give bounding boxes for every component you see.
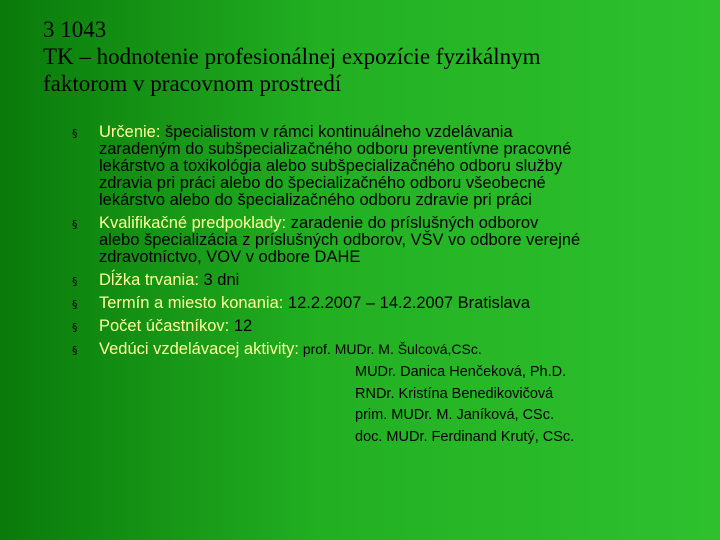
item-value: 3 dni — [198, 271, 240, 289]
item-value-line: zaradenie do príslušných odborov — [286, 214, 539, 232]
bullet-list — [72, 124, 712, 364]
item-label: Kvalifikačné predpoklady: — [99, 214, 287, 232]
bullet-mark-icon: § — [72, 127, 78, 140]
item-value: prof. MUDr. M. Šulcová,CSc. — [298, 341, 482, 357]
item-value-line: lekárstvo alebo do špecializačného odboru zdravie pri práci — [99, 191, 532, 209]
lecturer-name: RNDr. Kristína Benedikovičová — [355, 385, 554, 402]
item-label: Termín a miesto konania: — [99, 294, 284, 312]
item-value-line: zdravia pri práci alebo do špecializačného odboru všeobecné — [99, 174, 546, 192]
bullet-mark-icon: § — [72, 218, 78, 231]
bullet-mark-icon: § — [72, 275, 78, 288]
item-value: 12.2.2007 – 14.2.2007 Bratislava — [283, 294, 531, 312]
bullet-item-dlzka — [72, 272, 712, 289]
lecturer-name: MUDr. Danica Henčeková, Ph.D. — [355, 364, 567, 380]
bullet-item-kvalifikacne — [72, 215, 712, 266]
item-value-line: zdravotníctvo, VOV v odbore DAHE — [99, 248, 361, 266]
item-label: Vedúci vzdelávacej aktivity: — [99, 340, 299, 358]
bullet-mark-icon: § — [72, 298, 78, 311]
item-value-line: zaradeným do subšpecializačného odboru preventívne pracovné — [99, 140, 572, 158]
item-label: Dĺžka trvania: — [99, 271, 199, 289]
item-value-line: lekárstvo a toxikológia alebo subšpecializačného odboru služby — [99, 157, 563, 175]
bullet-mark-icon: § — [72, 344, 78, 357]
bullet-item-urcenie — [72, 124, 712, 209]
lecturer-list — [355, 362, 574, 448]
item-value-line: alebo špecializácia z príslušných odborov, VŠV vo odbore verejné — [99, 231, 581, 249]
title-line-2: TK – hodnotenie profesionálnej expozície fyzikálnym — [43, 44, 541, 69]
item-label: Určenie: — [99, 123, 161, 141]
item-value: 12 — [229, 317, 253, 335]
bullet-mark-icon: § — [72, 321, 78, 334]
lecturer-name: prim. MUDr. M. Janíková, CSc. — [355, 407, 555, 423]
title-line-1: 3 1043 — [43, 17, 107, 42]
bullet-item-pocet — [72, 318, 712, 335]
slide-title — [43, 16, 703, 97]
item-value-line: špecialistom v rámci kontinuálneho vzdelávania — [160, 123, 513, 141]
lecturer-name: doc. MUDr. Ferdinand Krutý, CSc. — [355, 428, 575, 445]
item-label: Počet účastníkov: — [99, 317, 230, 335]
bullet-item-termin — [72, 295, 712, 312]
title-line-3: faktorom v pracovnom prostredí — [43, 71, 342, 96]
bullet-item-veduci — [72, 341, 712, 358]
